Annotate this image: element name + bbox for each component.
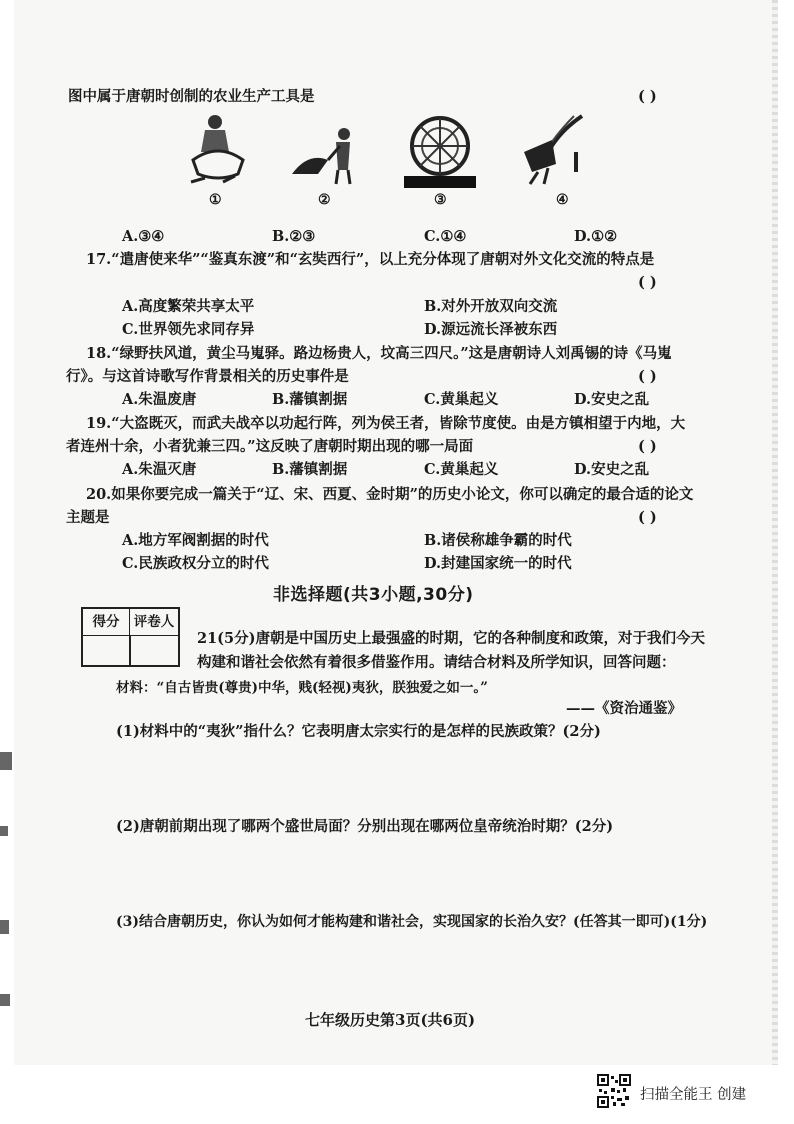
scan-mark	[0, 920, 9, 934]
q21-sub2: (2)唐朝前期出现了哪两个盛世局面？分别出现在哪两位皇帝统治时期？(2分)	[116, 818, 614, 835]
q16-option-d: D.①②	[574, 228, 618, 245]
figure-2	[288, 112, 358, 208]
q20-option-a: A.地方军阀割据的时代	[122, 532, 269, 549]
q17-option-a: A.高度繁荣共享太平	[122, 298, 255, 315]
scan-mark	[0, 752, 12, 770]
score-box-divider	[129, 635, 131, 665]
q17-answer-paren: ( )	[638, 274, 657, 291]
q18-answer-paren: ( )	[638, 368, 657, 385]
q19-answer-paren: ( )	[638, 438, 657, 455]
figure-3-waterwheel-icon	[402, 112, 478, 192]
q18-option-c: C.黄巢起义	[424, 391, 499, 408]
q20-line1: 20.如果你要完成一篇关于“辽、宋、西夏、金时期”的历史小论文，你可以确定的最合适的论文	[86, 486, 694, 503]
q20-answer-paren: ( )	[638, 509, 657, 526]
figure-1-tool-icon	[183, 112, 253, 192]
figure-2-label: ②	[318, 192, 331, 208]
q18-option-a: A.朱温废唐	[122, 391, 197, 408]
scan-mark	[0, 994, 10, 1006]
q18-option-b: B.藩镇割据	[272, 391, 348, 408]
q20-option-d: D.封建国家统一的时代	[424, 555, 572, 572]
figure-1-label: ①	[209, 192, 222, 208]
q16-option-c: C.①④	[424, 228, 467, 245]
section-title: 非选择题(共3小题,30分)	[273, 585, 474, 605]
scanner-watermark: 扫描全能王 创建	[640, 1087, 747, 1103]
q21-sub3: (3)结合唐朝历史，你认为如何才能构建和谐社会，实现国家的长治久安？(任答其一即可)(1分)	[116, 914, 708, 930]
score-label: 得分	[83, 609, 130, 636]
figure-3-label: ③	[434, 192, 447, 208]
q20-line2: 主题是	[66, 509, 110, 526]
q18-line2: 行》。与这首诗歌写作背景相关的历史事件是	[66, 368, 349, 385]
figure-2-plough-icon	[288, 112, 358, 192]
q19-line1: 19.“大盗既灭，而武夫战卒以功起行阵，列为侯王者，皆除节度使。由是方镇相望于内地，大	[86, 415, 686, 432]
q18-option-d: D.安史之乱	[574, 391, 650, 408]
qr-code-icon	[597, 1074, 631, 1108]
q16-option-b: B.②③	[272, 228, 316, 245]
scan-mark	[0, 826, 8, 836]
q19-line2: 者连州十余，小者犹兼三四。”这反映了唐朝时期出现的哪一局面	[66, 438, 474, 455]
q20-option-c: C.民族政权分立的时代	[122, 555, 269, 572]
q20-option-b: B.诸侯称雄争霸的时代	[424, 532, 572, 549]
score-box	[81, 607, 180, 667]
q19-option-d: D.安史之乱	[574, 461, 650, 478]
q19-option-c: C.黄巢起义	[424, 461, 499, 478]
figure-4	[518, 112, 588, 208]
q21-sub1: (1)材料中的“夷狄”指什么？它表明唐太宗实行的是怎样的民族政策？(2分)	[116, 723, 601, 740]
q16-option-a: A.③④	[122, 228, 165, 245]
q19-option-b: B.藩镇割据	[272, 461, 348, 478]
grader-label: 评卷人	[130, 609, 178, 636]
figure-3	[402, 112, 478, 208]
q17-option-d: D.源远流长泽被东西	[424, 321, 558, 338]
figure-4-curved-plough-icon	[518, 112, 588, 192]
figure-1	[183, 112, 253, 208]
q21-source: ——《资治通鉴》	[566, 700, 682, 717]
q17-option-b: B.对外开放双向交流	[424, 298, 558, 315]
q16-stem: 图中属于唐朝时创制的农业生产工具是	[68, 88, 315, 105]
q18-line1: 18.“绿野扶风道，黄尘马嵬驿。路边杨贵人，坟高三四尺。”这是唐朝诗人刘禹锡的诗《马嵬	[86, 345, 672, 362]
q21-line1: 21(5分)唐朝是中国历史上最强盛的时期，它的各种制度和政策，对于我们今天	[197, 630, 705, 647]
q16-answer-paren: ( )	[638, 88, 657, 105]
q21-material: 材料：“自古皆贵(尊贵)中华，贱(轻视)夷狄，朕独爱之如一。”	[116, 680, 488, 696]
page-footer: 七年级历史第3页(共6页)	[305, 1011, 476, 1029]
q17-stem: 17.“遣唐使来华”“鉴真东渡”和“玄奘西行”，以上充分体现了唐朝对外文化交流的特点是	[86, 251, 655, 268]
q17-option-c: C.世界领先求同存异	[122, 321, 255, 338]
q21-line2: 构建和谐社会依然有着很多借鉴作用。请结合材料及所学知识，回答问题：	[197, 654, 676, 671]
q19-option-a: A.朱温灭唐	[122, 461, 197, 478]
figure-4-label: ④	[556, 192, 569, 208]
